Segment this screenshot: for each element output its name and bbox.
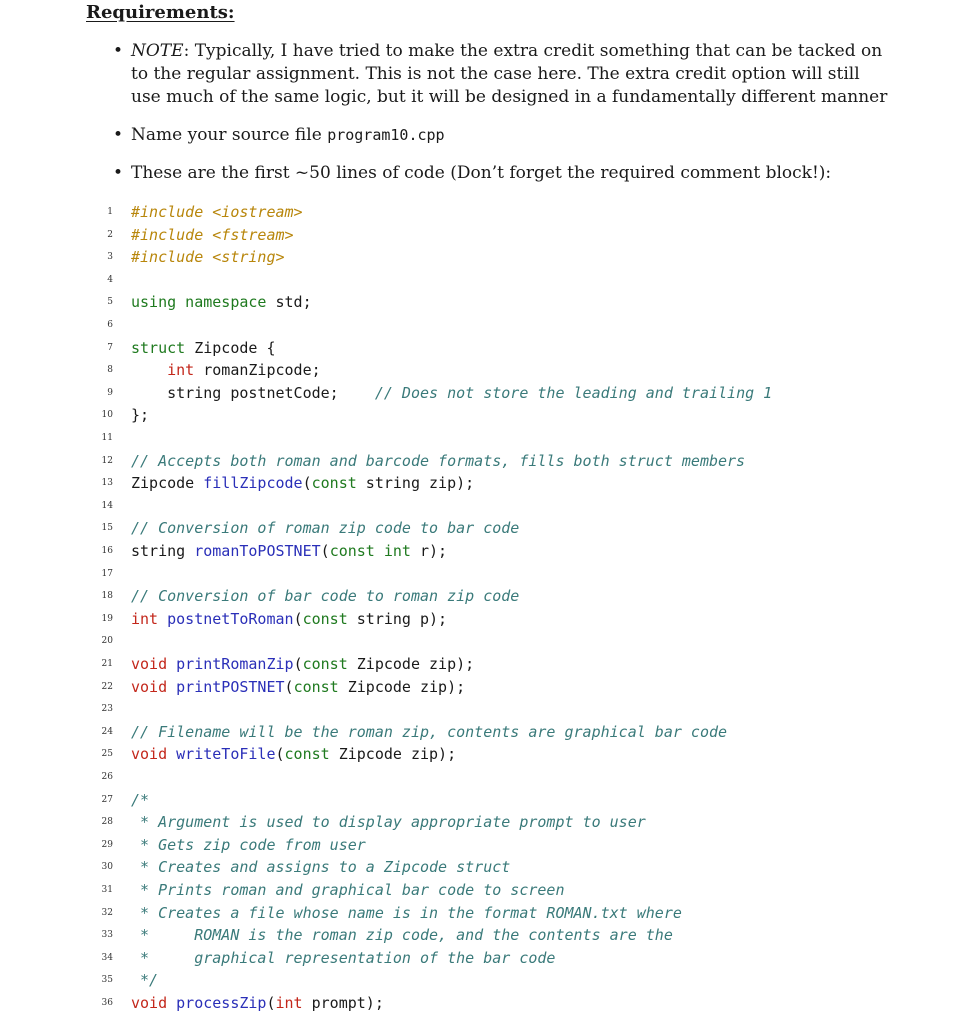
line-number: 29	[101, 839, 113, 850]
code-line	[0, 495, 959, 517]
line-number: 12	[101, 455, 113, 466]
line-number: 25	[101, 749, 113, 760]
line-number: 36	[101, 998, 113, 1008]
code-text: * Creates and assigns to a Zipcode struct	[131, 858, 511, 877]
code-line	[0, 947, 959, 969]
line-number: 19	[101, 613, 113, 624]
line-number: 11	[101, 433, 113, 443]
code-line	[0, 314, 959, 336]
line-number: 9	[107, 387, 113, 398]
code-text: };	[131, 406, 150, 425]
code-line	[0, 856, 959, 878]
code-text: // Filename will be the roman zip, contents are graphical bar code	[131, 722, 728, 741]
code-line	[0, 291, 959, 313]
code-line	[0, 676, 959, 698]
line-number: 33	[101, 930, 113, 941]
code-text: * graphical representation of the bar code	[131, 948, 556, 967]
line-number: 22	[101, 681, 113, 692]
line-number: 30	[101, 862, 113, 873]
code-text: * Prints roman and graphical bar code to screen	[131, 881, 565, 899]
line-number: 35	[101, 975, 113, 986]
section-heading: Requirements:	[86, 2, 235, 23]
code-line	[0, 269, 959, 291]
code-text: * Gets zip code from user	[131, 835, 366, 854]
line-number: 8	[107, 365, 113, 376]
line-number: 24	[101, 726, 113, 737]
code-text: Zipcode fillZipcode(const string zip);	[131, 474, 475, 493]
code-line	[0, 608, 959, 630]
filename-value: program10.cpp	[327, 126, 445, 144]
line-number: 2	[107, 229, 113, 240]
code-line	[0, 404, 959, 426]
code-text: #include <iostream>	[131, 203, 303, 221]
line-number: 26	[101, 772, 113, 782]
code-line	[0, 540, 959, 562]
code-text: * ROMAN is the roman zip code, and the contents are the	[131, 926, 673, 945]
code-line	[0, 563, 959, 585]
code-line	[0, 789, 959, 811]
line-number: 3	[107, 252, 113, 263]
line-number: 4	[107, 274, 113, 285]
code-line	[0, 924, 959, 946]
line-number: 18	[101, 591, 113, 602]
line-number: 34	[101, 952, 113, 963]
code-line	[0, 811, 959, 833]
code-line	[0, 201, 959, 223]
line-number: 23	[101, 704, 113, 715]
code-line	[0, 902, 959, 924]
code-line	[0, 834, 959, 856]
code-text: #include <string>	[131, 248, 285, 267]
code-line	[0, 224, 959, 246]
code-line	[0, 450, 959, 472]
line-number: 20	[101, 636, 113, 647]
bullet-code-intro: These are the first ~50 lines of code (Don’t forget the required comment block!):	[131, 163, 832, 183]
bullet-marker: •	[113, 41, 124, 61]
code-text: // Conversion of bar code to roman zip code	[131, 587, 520, 606]
code-line	[0, 585, 959, 607]
code-text: void writeToFile(const Zipcode zip);	[131, 745, 457, 764]
code-line	[0, 721, 959, 743]
code-text: struct Zipcode {	[131, 338, 276, 357]
code-line	[0, 992, 959, 1014]
code-line	[0, 427, 959, 449]
note-text: : Typically, I have tried to make the extra credit something that can be tacked on to the regular assignment. This is not the case here. The extra credit option will still use much of the same logic, but it will be designed in a fundamentally different manner	[131, 41, 888, 107]
code-text: string postnetCode; // Does not store the leading and trailing 1	[131, 383, 773, 402]
code-text: * Argument is used to display appropriate prompt to user	[131, 813, 646, 832]
code-text: */	[131, 971, 159, 990]
line-number: 6	[107, 320, 113, 330]
bullet-note	[131, 40, 891, 109]
line-number: 14	[101, 500, 113, 511]
line-number: 10	[101, 410, 113, 421]
line-number: 27	[101, 794, 113, 805]
code-line	[0, 337, 959, 359]
code-text: // Conversion of roman zip code to bar code	[131, 519, 520, 538]
line-number: 31	[101, 885, 113, 895]
code-text: int romanZipcode;	[131, 361, 321, 380]
code-line	[0, 472, 959, 494]
code-text: #include <fstream>	[131, 225, 294, 244]
code-text: void printPOSTNET(const Zipcode zip);	[131, 677, 466, 696]
code-line	[0, 698, 959, 720]
code-line	[0, 359, 959, 381]
line-number: 7	[107, 342, 113, 353]
code-line	[0, 246, 959, 268]
bullet-filename	[131, 124, 891, 147]
code-text: // Accepts both roman and barcode formats, fills both struct members	[131, 451, 746, 470]
code-line	[0, 766, 959, 788]
code-text: using namespace std;	[131, 293, 312, 312]
code-text: int postnetToRoman(const string p);	[131, 609, 448, 628]
code-text: * Creates a file whose name is in the format ROMAN.txt where	[131, 903, 682, 922]
line-number: 15	[101, 523, 113, 534]
code-line	[0, 969, 959, 991]
line-number: 17	[101, 568, 113, 579]
bullet-marker: •	[113, 125, 124, 145]
line-number: 1	[107, 207, 113, 217]
code-line	[0, 630, 959, 652]
code-line	[0, 517, 959, 539]
line-number: 28	[101, 817, 113, 828]
code-text: string romanToPOSTNET(const int r);	[131, 542, 448, 560]
note-label: NOTE	[131, 41, 184, 61]
line-number: 32	[101, 907, 113, 918]
line-number: 21	[101, 659, 113, 669]
line-number: 5	[107, 297, 113, 308]
bullet-marker: •	[113, 163, 124, 183]
code-line	[0, 382, 959, 404]
line-number: 16	[101, 546, 113, 556]
code-text: /*	[131, 790, 150, 809]
code-line	[0, 743, 959, 765]
filename-text: Name your source file	[131, 125, 328, 145]
code-line	[0, 879, 959, 901]
code-text: void printRomanZip(const Zipcode zip);	[131, 655, 475, 673]
code-text: void processZip(int prompt);	[131, 994, 384, 1012]
line-number: 13	[101, 478, 113, 489]
code-line	[0, 653, 959, 675]
